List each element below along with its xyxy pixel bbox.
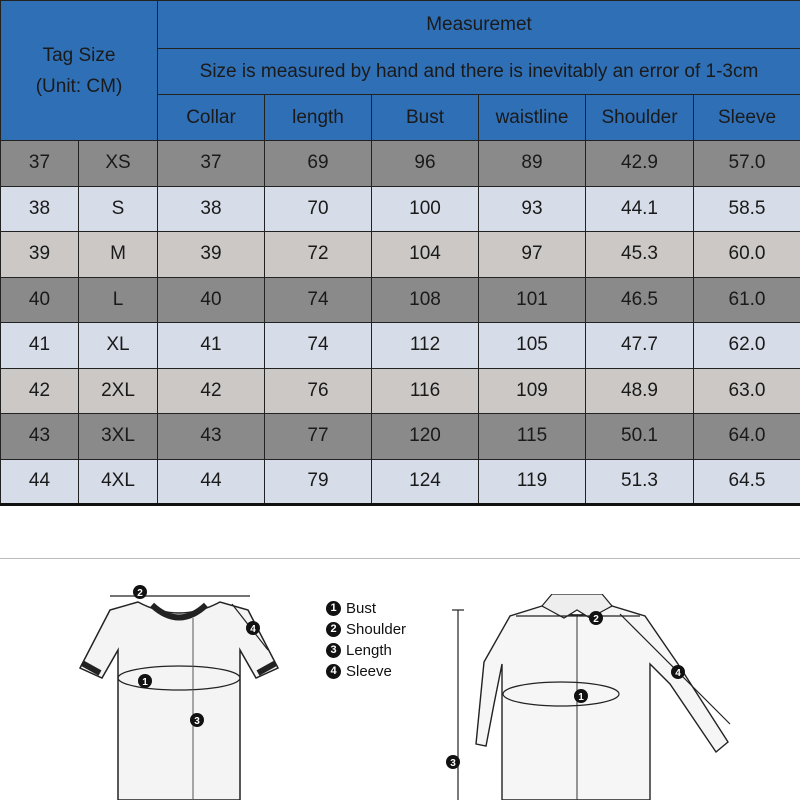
tshirt-diagram [70, 578, 290, 800]
measurement-title: Measuremet [158, 1, 800, 49]
sleeve-cell: 58.5 [694, 186, 800, 232]
tag-letter-cell: 2XL [79, 368, 158, 414]
waistline-cell: 101 [479, 277, 586, 323]
marker-2-label: 2 [593, 614, 599, 625]
collar-cell: 42 [158, 368, 265, 414]
table-row [1, 277, 800, 323]
sleeve-cell: 57.0 [694, 141, 800, 187]
collar-cell: 38 [158, 186, 265, 232]
waistline-cell: 93 [479, 186, 586, 232]
sleeve-cell: 63.0 [694, 368, 800, 414]
column-header-bust: Bust [372, 95, 479, 141]
marker-4-label: 4 [250, 624, 256, 635]
column-header-shoulder: Shoulder [586, 95, 694, 141]
shoulder-cell: 47.7 [586, 323, 694, 369]
length-cell: 79 [265, 459, 372, 505]
bust-cell: 96 [372, 141, 479, 187]
waistline-cell: 119 [479, 459, 586, 505]
bust-cell: 100 [372, 186, 479, 232]
table-row [1, 323, 800, 369]
shoulder-cell: 51.3 [586, 459, 694, 505]
length-cell: 74 [265, 277, 372, 323]
column-header-sleeve: Sleeve [694, 95, 800, 141]
tag-letter-cell: L [79, 277, 158, 323]
length-cell: 77 [265, 414, 372, 460]
column-header-collar: Collar [158, 95, 265, 141]
length-cell: 69 [265, 141, 372, 187]
collar-cell: 41 [158, 323, 265, 369]
length-cell: 72 [265, 232, 372, 278]
waistline-cell: 97 [479, 232, 586, 278]
sleeve-cell: 60.0 [694, 232, 800, 278]
collar-cell: 40 [158, 277, 265, 323]
tag-letter-cell: S [79, 186, 158, 232]
table-row [1, 459, 800, 505]
table-row [1, 141, 800, 187]
tag-letter-cell: XL [79, 323, 158, 369]
waistline-cell: 115 [479, 414, 586, 460]
bust-cell: 116 [372, 368, 479, 414]
legend-label: Shoulder [346, 619, 406, 640]
collar-cell: 37 [158, 141, 265, 187]
tag-letter-cell: 3XL [79, 414, 158, 460]
dress-shirt-diagram [440, 594, 740, 800]
tag-number-cell: 38 [1, 186, 79, 232]
shoulder-cell: 50.1 [586, 414, 694, 460]
unit-label: (Unit: CM) [36, 76, 123, 97]
length-cell: 74 [265, 323, 372, 369]
legend-item-sleeve [326, 661, 406, 682]
column-header-waistline: waistline [479, 95, 586, 141]
tag-letter-cell: 4XL [79, 459, 158, 505]
marker-3-label: 3 [194, 716, 200, 727]
collar-cell: 39 [158, 232, 265, 278]
legend-num-icon: 2 [326, 622, 341, 637]
sleeve-cell: 61.0 [694, 277, 800, 323]
tag-letter-cell: M [79, 232, 158, 278]
tag-number-cell: 44 [1, 459, 79, 505]
sleeve-cell: 64.0 [694, 414, 800, 460]
legend-num-icon: 3 [326, 643, 341, 658]
bust-cell: 108 [372, 277, 479, 323]
waistline-cell: 105 [479, 323, 586, 369]
length-cell: 70 [265, 186, 372, 232]
collar-cell: 43 [158, 414, 265, 460]
legend-label: Bust [346, 598, 376, 619]
legend-item-length [326, 640, 406, 661]
tag-number-cell: 43 [1, 414, 79, 460]
waistline-cell: 89 [479, 141, 586, 187]
shoulder-cell: 44.1 [586, 186, 694, 232]
tag-letter-cell: XS [79, 141, 158, 187]
measurement-legend [326, 598, 406, 682]
tag-number-cell: 40 [1, 277, 79, 323]
marker-3-label: 3 [450, 758, 456, 769]
legend-item-bust [326, 598, 406, 619]
tag-number-cell: 39 [1, 232, 79, 278]
marker-1-label: 1 [142, 677, 148, 688]
tag-number-cell: 37 [1, 141, 79, 187]
shoulder-cell: 48.9 [586, 368, 694, 414]
legend-item-shoulder [326, 619, 406, 640]
collar-cell: 44 [158, 459, 265, 505]
table-row [1, 414, 800, 460]
marker-2-label: 2 [137, 588, 143, 599]
tag-number-cell: 42 [1, 368, 79, 414]
shoulder-cell: 46.5 [586, 277, 694, 323]
tag-size-header [1, 1, 158, 141]
table-row [1, 368, 800, 414]
measurement-diagram [0, 558, 800, 800]
bust-cell: 124 [372, 459, 479, 505]
tag-number-cell: 41 [1, 323, 79, 369]
table-row [1, 232, 800, 278]
measurement-note: Size is measured by hand and there is inevitably an error of 1-3cm [158, 49, 800, 95]
sleeve-cell: 62.0 [694, 323, 800, 369]
legend-label: Sleeve [346, 661, 392, 682]
shoulder-cell: 42.9 [586, 141, 694, 187]
tag-size-label: Tag Size [43, 45, 116, 66]
length-cell: 76 [265, 368, 372, 414]
bust-cell: 104 [372, 232, 479, 278]
legend-num-icon: 4 [326, 664, 341, 679]
legend-num-icon: 1 [326, 601, 341, 616]
waistline-cell: 109 [479, 368, 586, 414]
bust-cell: 120 [372, 414, 479, 460]
column-header-length: length [265, 95, 372, 141]
legend-label: Length [346, 640, 392, 661]
sleeve-cell: 64.5 [694, 459, 800, 505]
shoulder-cell: 45.3 [586, 232, 694, 278]
bust-cell: 112 [372, 323, 479, 369]
marker-1-label: 1 [578, 692, 584, 703]
table-row [1, 186, 800, 232]
marker-4-label: 4 [675, 668, 681, 679]
